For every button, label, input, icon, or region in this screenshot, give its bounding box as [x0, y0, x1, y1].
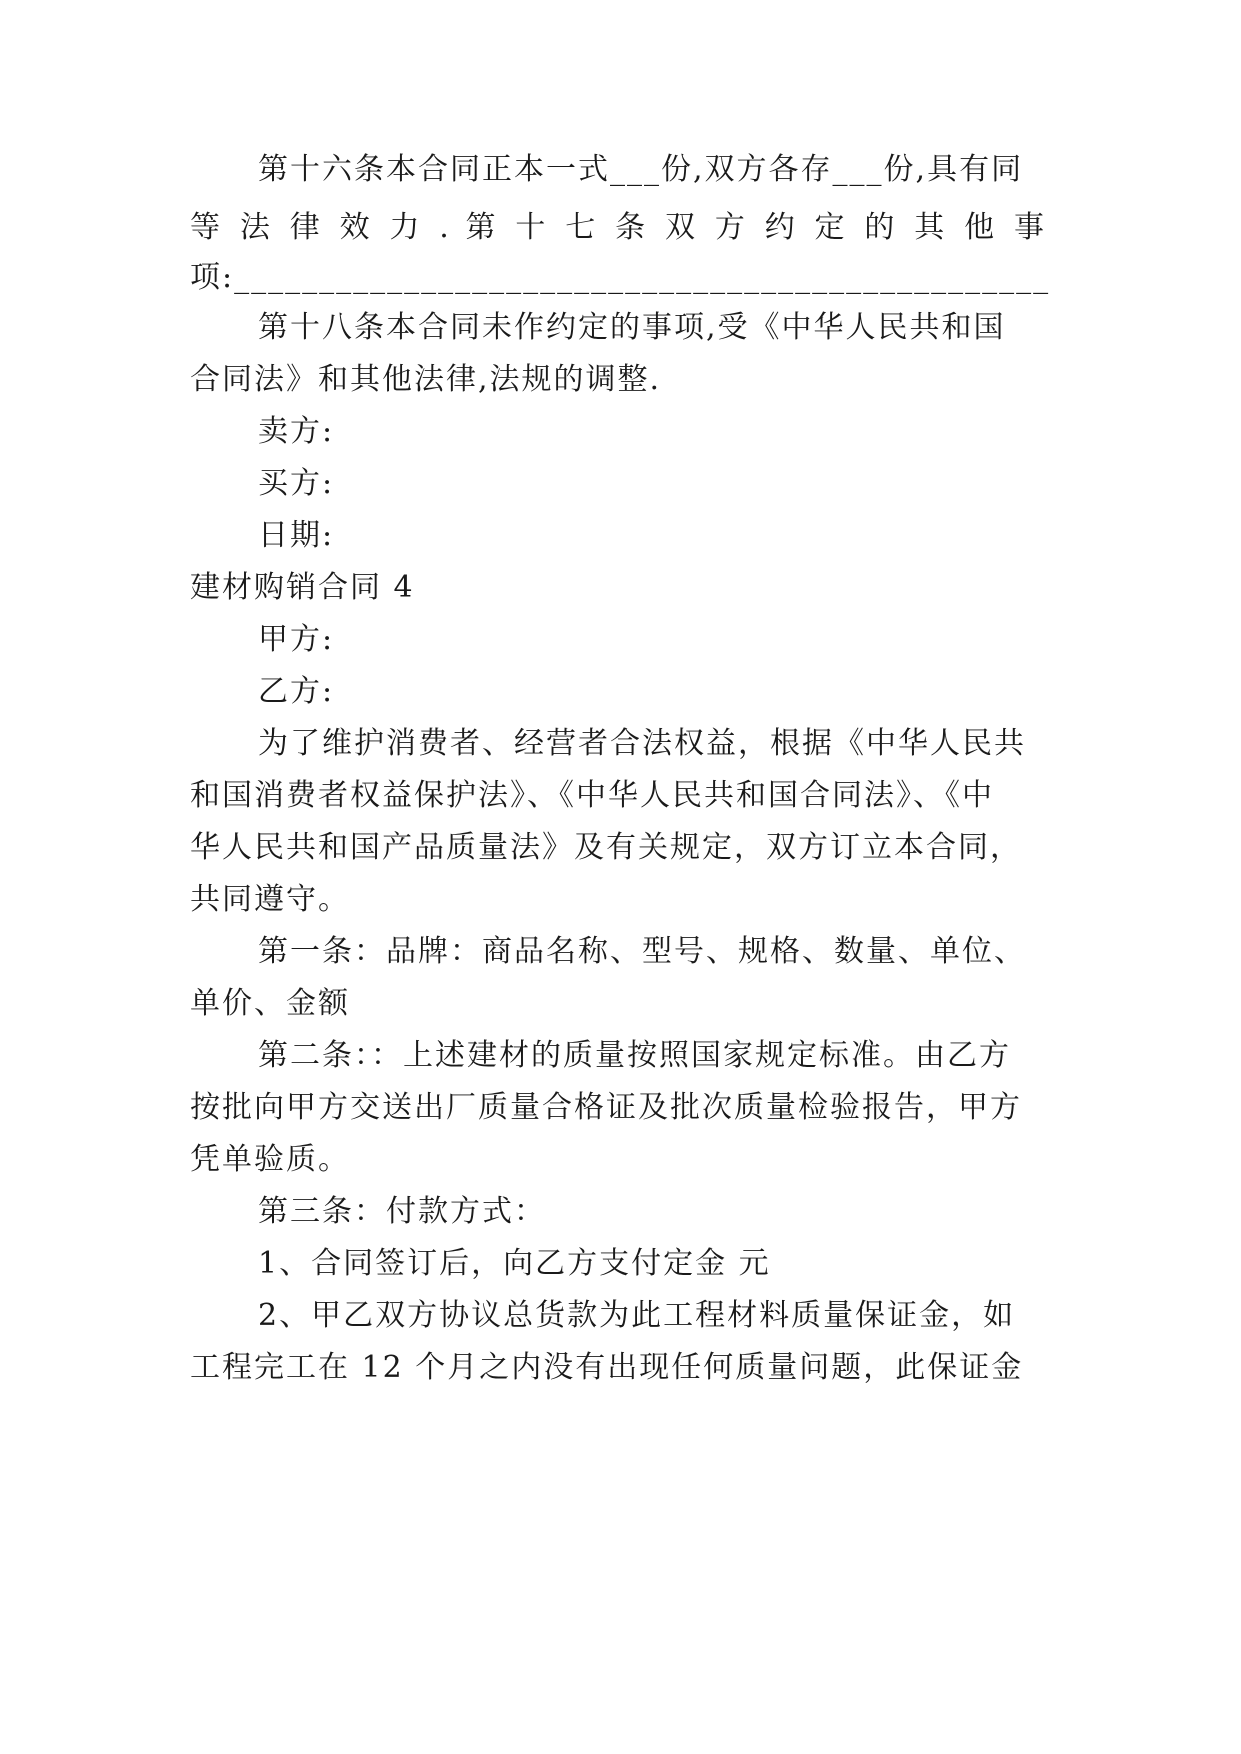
clause-18-line: 第十八条本合同未作约定的事项,受《中华人民共和国 — [258, 310, 1006, 345]
party-a-label: 甲方: — [258, 622, 335, 657]
payment-item-2-cont: 工程完工在 12 个月之内没有出现任何质量问题，此保证金 — [190, 1350, 1024, 1385]
other-matters-line: 项:________________________________________________ — [190, 260, 1051, 295]
article-2-cont-line: 凭单验质。 — [190, 1142, 350, 1177]
preamble-line: 和国消费者权益保护法》、《中华人民共和国合同法》、《中 — [190, 778, 994, 813]
clause-18-cont-line: 合同法》和其他法律,法规的调整. — [190, 362, 662, 397]
preamble-line: 共同遵守。 — [190, 882, 350, 917]
clause-16-17-line: 等 法 律 效 力 . 第 十 七 条 双 方 约 定 的 其 他 事 — [190, 210, 1046, 245]
preamble-line: 华人民共和国产品质量法》及有关规定，双方订立本合同， — [190, 830, 1022, 865]
article-1-line: 第一条：品牌：商品名称、型号、规格、数量、单位、 — [258, 934, 1026, 969]
contract-heading: 建材购销合同 4 — [190, 570, 415, 605]
article-2-cont-line: 按批向甲方交送出厂质量合格证及批次质量检验报告，甲方 — [190, 1090, 1022, 1125]
payment-item-2: 2、甲乙双方协议总货款为此工程材料质量保证金，如 — [258, 1298, 1016, 1333]
party-b-label: 乙方: — [258, 674, 335, 709]
preamble-line: 为了维护消费者、经营者合法权益，根据《中华人民共 — [258, 726, 1026, 761]
payment-item-1: 1、合同签订后，向乙方支付定金 元 — [258, 1246, 771, 1281]
date-label: 日期: — [258, 518, 335, 553]
buyer-label: 买方: — [258, 466, 335, 501]
article-3-line: 第三条：付款方式： — [258, 1194, 546, 1229]
seller-label: 卖方: — [258, 414, 335, 449]
article-2-line: 第二条：：上述建材的质量按照国家规定标准。由乙方 — [258, 1038, 1011, 1073]
article-1-cont-line: 单价、金额 — [190, 986, 350, 1021]
clause-16-line: 第十六条本合同正本一式___份,双方各存___份,具有同 — [258, 152, 1024, 187]
